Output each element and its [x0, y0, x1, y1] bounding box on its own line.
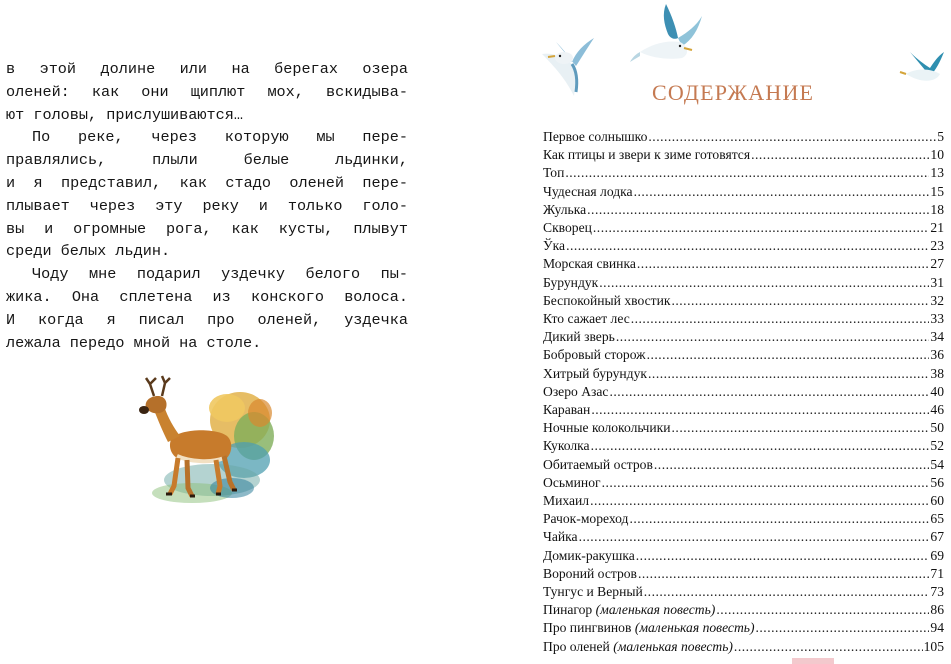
- toc-entry-title-text: Морская свинка: [543, 256, 636, 272]
- toc-entry[interactable]: [543, 201, 944, 219]
- toc-entry-title-text: Ночные колокольчики: [543, 420, 671, 436]
- toc-entry-title-text: Караван: [543, 402, 591, 418]
- toc-dot-leader: [602, 474, 930, 487]
- toc-entry-page: 33: [930, 311, 944, 327]
- story-line: плывает через эту реку и только голо-: [6, 196, 408, 215]
- toc-entry-page: 31: [930, 274, 944, 290]
- toc-dot-leader: [579, 528, 930, 541]
- toc-dot-leader: [751, 146, 929, 159]
- toc-dot-leader: [631, 310, 930, 323]
- toc-entry-title: [543, 128, 647, 146]
- toc-entry-page: 36: [930, 347, 944, 363]
- toc-entry-title-text: Осьминог: [543, 474, 601, 490]
- toc-entry[interactable]: [543, 601, 944, 619]
- toc-entry-title: [543, 146, 750, 164]
- toc-entry-title-text: Первое солнышко: [543, 129, 648, 144]
- deer-illustration: [132, 368, 282, 510]
- story-line: И когда я писал про оленей, уздечка: [6, 310, 408, 329]
- toc-entry[interactable]: [543, 346, 944, 364]
- toc-entry-title-text: Домик-ракушка: [543, 547, 635, 563]
- toc-entry-page: 67: [930, 529, 944, 545]
- toc-dot-leader: [671, 292, 929, 305]
- toc-entry-title-text: Пинагор: [543, 602, 593, 618]
- toc-entry-page: 105: [923, 638, 944, 654]
- toc-entry[interactable]: [543, 638, 944, 656]
- toc-entry-title-text: Беспокойный хвостик: [543, 292, 671, 308]
- story-line: лежала передо мной на столе.: [6, 333, 262, 352]
- toc-dot-leader: [644, 583, 930, 596]
- toc-entry[interactable]: [543, 619, 944, 637]
- toc-dot-leader: [636, 547, 930, 560]
- toc-entry-title-text: Куколка: [543, 438, 590, 454]
- toc-entry[interactable]: [543, 255, 944, 273]
- toc-entry-page: 27: [930, 256, 944, 272]
- left-page: [0, 0, 470, 664]
- toc-entry[interactable]: [543, 292, 944, 310]
- toc-entry-title-text: Михаил: [543, 493, 590, 509]
- toc-entry-title: [543, 164, 564, 182]
- page-edge-marker: [792, 658, 834, 664]
- toc-dot-leader: [593, 219, 930, 232]
- toc-entry-title-text: Озеро Азас: [543, 383, 609, 399]
- story-line: правлялись, плыли белые льдинки,: [6, 151, 408, 170]
- toc-dot-leader: [591, 437, 930, 450]
- toc-entry-title-text: Ўка: [543, 238, 566, 254]
- toc-entry[interactable]: [543, 274, 944, 292]
- toc-dot-leader: [672, 419, 930, 432]
- toc-entry-title-text: Бобровый сторож: [543, 347, 646, 363]
- toc-entry[interactable]: [543, 183, 944, 201]
- story-line: оленей: как они щиплют мох, вскидыва-: [6, 82, 408, 101]
- toc-entry[interactable]: [543, 383, 944, 401]
- toc-entry-title: [543, 292, 670, 310]
- toc-entry[interactable]: [543, 237, 944, 255]
- toc-entry-page: 23: [930, 238, 944, 254]
- toc-list: [543, 128, 944, 656]
- toc-entry[interactable]: [543, 328, 944, 346]
- toc-entry[interactable]: [543, 583, 944, 601]
- toc-heading: СОДЕРЖАНИЕ: [652, 80, 815, 105]
- toc-entry-title-text: Обитаемый остров: [543, 456, 653, 472]
- toc-entry[interactable]: [543, 492, 944, 510]
- story-text: [6, 58, 408, 354]
- toc-entry-title: [543, 383, 608, 401]
- toc-entry-page: 71: [930, 565, 944, 581]
- toc-entry-title: [543, 346, 646, 364]
- toc-entry-title: [543, 583, 643, 601]
- toc-entry-page: 5: [937, 129, 944, 144]
- toc-entry[interactable]: [543, 474, 944, 492]
- toc-entry-title: [543, 510, 628, 528]
- toc-entry[interactable]: [543, 437, 944, 455]
- toc-entry[interactable]: [543, 510, 944, 528]
- toc-entry[interactable]: [543, 310, 944, 328]
- toc-entry-title: [543, 419, 671, 437]
- toc-entry-title: [543, 547, 635, 565]
- toc-dot-leader: [637, 255, 930, 268]
- toc-dot-leader: [638, 565, 929, 578]
- toc-entry-title: [543, 255, 636, 273]
- toc-entry[interactable]: [543, 128, 944, 146]
- toc-entry-title-text: Чайка: [543, 529, 578, 545]
- toc-entry-title: [543, 274, 598, 292]
- toc-entry-page: 21: [930, 220, 944, 236]
- toc-dot-leader: [599, 274, 929, 287]
- story-line: жика. Она сплетена из конского волоса.: [6, 287, 408, 306]
- toc-entry-page: 86: [930, 602, 944, 618]
- toc-dot-leader: [587, 201, 929, 214]
- toc-entry-page: 56: [930, 474, 944, 490]
- toc-entry-page: 50: [930, 420, 944, 436]
- toc-entry-page: 13: [930, 165, 944, 181]
- story-line: вы и огромные рога, как кусты, плывут: [6, 219, 408, 238]
- toc-entry-page: 52: [930, 438, 944, 454]
- toc-entry-note: (маленькая повесть): [634, 620, 755, 636]
- toc-dot-leader: [565, 164, 929, 177]
- toc-entry-page: 34: [930, 329, 944, 345]
- toc-entry-title-text: Топ: [543, 165, 565, 181]
- toc-entry-title: [543, 237, 565, 255]
- toc-entry[interactable]: [543, 401, 944, 419]
- toc-dot-leader: [609, 383, 929, 396]
- story-line: ют головы, прислушиваются…: [6, 105, 243, 124]
- toc-dot-leader: [654, 456, 930, 469]
- toc-entry-page: 32: [930, 292, 944, 308]
- toc-entry[interactable]: [543, 547, 944, 565]
- toc-entry-title: [543, 401, 590, 419]
- toc-entry-page: 38: [930, 365, 944, 381]
- toc-entry[interactable]: [543, 164, 944, 182]
- toc-dot-leader: [648, 128, 936, 141]
- toc-dot-leader: [566, 237, 929, 250]
- story-line: Чоду мне подарил уздечку белого пы-: [32, 265, 408, 284]
- toc-entry-title-text: Вороний остров: [543, 565, 637, 581]
- toc-dot-leader: [629, 510, 929, 523]
- toc-entry-title-text: Тунгус и Верный: [543, 584, 643, 600]
- toc-entry-page: 10: [930, 147, 944, 163]
- toc-dot-leader: [648, 365, 929, 378]
- toc-dot-leader: [590, 492, 929, 505]
- toc-entry-title: [543, 619, 755, 637]
- toc-dot-leader: [616, 328, 930, 341]
- toc-entry-title: [543, 474, 601, 492]
- toc-entry-title: [543, 456, 653, 474]
- toc-entry-page: 69: [930, 547, 944, 563]
- toc-entry-page: 54: [930, 456, 944, 472]
- toc-dot-leader: [756, 619, 930, 632]
- toc-entry-title: [543, 638, 733, 656]
- toc-entry-title: [543, 492, 589, 510]
- toc-entry-note: (маленькая повесть): [595, 602, 716, 618]
- toc-entry-page: 65: [930, 511, 944, 527]
- toc-entry-title-text: Чудесная лодка: [543, 183, 633, 199]
- toc-entry[interactable]: [543, 146, 944, 164]
- story-line: и я представил, как стадо оленей пере-: [6, 173, 408, 192]
- toc-entry-title-text: Скворец: [543, 220, 592, 236]
- toc-entry-page: 73: [930, 584, 944, 600]
- toc-entry-title: [543, 310, 630, 328]
- toc-entry-page: 94: [930, 620, 944, 636]
- toc-dot-leader: [591, 401, 929, 414]
- toc-entry[interactable]: [543, 456, 944, 474]
- toc-entry[interactable]: [543, 219, 944, 237]
- right-page: [470, 0, 951, 664]
- toc-entry[interactable]: [543, 419, 944, 437]
- toc-entry-page: 18: [930, 201, 944, 217]
- toc-dot-leader: [734, 638, 923, 651]
- toc-entry[interactable]: [543, 565, 944, 583]
- toc-entry-title: [543, 183, 633, 201]
- toc-entry-title: [543, 528, 578, 546]
- toc-entry-title: [543, 365, 647, 383]
- story-line: в этой долине или на берегах озера: [6, 60, 408, 78]
- toc-entry-title: [543, 565, 637, 583]
- toc-entry-title: [543, 201, 586, 219]
- toc-entry-title-text: Бурундук: [543, 274, 599, 290]
- toc-entry-title-text: Кто сажает лес: [543, 311, 630, 327]
- toc-dot-leader: [647, 346, 930, 359]
- toc-entry-page: 40: [930, 383, 944, 399]
- toc-entry-title: [543, 328, 615, 346]
- toc-entry-title-text: Про пингвинов: [543, 620, 632, 636]
- story-line: среди белых льдин.: [6, 242, 171, 261]
- toc-entry-page: 46: [930, 402, 944, 418]
- toc-entry-page: 60: [930, 493, 944, 509]
- toc-dot-leader: [634, 183, 930, 196]
- toc-entry-title-text: Как птицы и звери к зиме готовятся: [543, 147, 751, 163]
- toc-entry-page: 15: [930, 183, 944, 199]
- toc-entry-title-text: Рачок-мореход: [543, 511, 629, 527]
- toc-entry-title: [543, 437, 590, 455]
- toc-entry[interactable]: [543, 365, 944, 383]
- toc-entry-title-text: Хитрый бурундук: [543, 365, 648, 381]
- toc-dot-leader: [716, 601, 929, 614]
- toc-entry[interactable]: [543, 528, 944, 546]
- toc-entry-title: [543, 219, 592, 237]
- toc-entry-title-text: Про оленей: [543, 638, 610, 654]
- toc-entry-title-text: Жулька: [543, 201, 587, 217]
- story-line: По реке, через которую мы пере-: [32, 128, 408, 147]
- toc-entry-note: (маленькая повесть): [613, 638, 733, 654]
- toc-entry-title: [543, 601, 715, 619]
- toc-entry-title-text: Дикий зверь: [543, 329, 615, 345]
